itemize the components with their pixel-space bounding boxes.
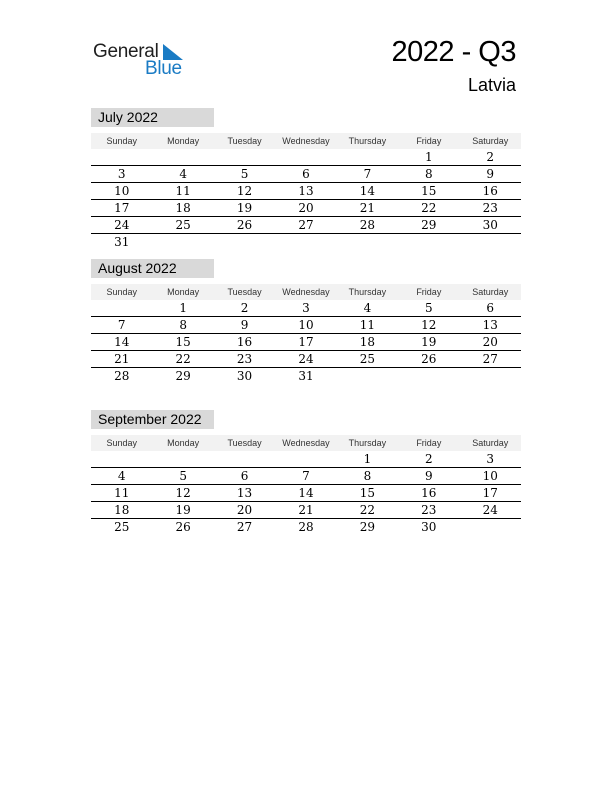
day-cell: 29 [359,520,376,534]
week-row [91,351,521,368]
week-row [91,183,521,200]
day-cell: 26 [175,520,191,534]
week-row [91,334,521,351]
day-cell: 12 [236,184,253,198]
day-cell: 22 [421,201,437,215]
month-block-september [91,410,521,535]
day-cell: 9 [240,318,249,332]
day-cell: 23 [236,352,253,366]
day-cell: 8 [179,318,187,332]
month-grid [91,300,521,384]
day-cell: 6 [240,469,249,483]
day-cell: 30 [236,369,253,383]
week-row [91,149,521,166]
day-cell: 15 [421,184,437,198]
weekday-wednesday: Wednesday [282,438,330,448]
day-cell: 13 [482,318,498,332]
day-cell: 9 [486,167,495,181]
month-label: August 2022 [91,259,214,278]
day-cell: 12 [175,486,191,500]
day-cell: 5 [179,469,187,483]
day-cell: 28 [114,369,130,383]
week-row [91,300,521,317]
day-cell [152,451,213,467]
week-row [91,234,521,250]
day-cell: 3 [486,452,495,466]
month-label: September 2022 [91,410,214,429]
weekday-friday: Friday [416,438,442,448]
day-cell: 24 [114,218,130,232]
day-cell: 30 [421,520,437,534]
weekday-saturday: Saturday [472,136,509,146]
weekday-monday: Monday [167,438,200,448]
day-cell: 22 [175,352,191,366]
month-label: July 2022 [91,108,214,127]
weekday-saturday: Saturday [472,287,509,297]
day-cell: 24 [298,352,314,366]
day-cell [460,368,521,384]
day-cell: 1 [425,150,433,164]
day-cell: 18 [359,335,376,349]
day-cell: 30 [482,218,498,232]
weekday-monday: Monday [167,287,200,297]
day-cell: 5 [425,301,433,315]
day-cell: 2 [486,150,495,164]
day-cell: 17 [298,335,314,349]
day-cell: 1 [179,301,187,315]
day-cell: 28 [359,218,376,232]
day-cell: 4 [179,167,187,181]
day-cell: 14 [298,486,314,500]
day-cell [275,234,336,250]
month-grid [91,451,521,535]
day-cell: 29 [421,218,437,232]
day-cell: 17 [114,201,130,215]
weekday-wednesday: Wednesday [282,136,330,146]
day-cell: 19 [421,335,437,349]
day-cell: 11 [175,184,191,198]
weekday-thursday: Thursday [348,438,387,448]
weekday-friday: Friday [416,136,442,146]
week-row [91,217,521,234]
weekday-thursday: Thursday [348,287,387,297]
week-row [91,451,521,468]
week-row [91,200,521,217]
day-cell: 20 [236,503,253,517]
day-cell: 22 [359,503,376,517]
day-cell: 6 [486,301,495,315]
day-cell: 14 [359,184,376,198]
day-cell: 27 [482,352,498,366]
day-cell: 16 [236,335,253,349]
day-cell: 25 [175,218,191,232]
day-cell: 26 [236,218,253,232]
week-row [91,519,521,535]
day-cell: 31 [114,235,130,249]
weekday-header [91,435,521,451]
month-grid [91,149,521,250]
day-cell: 29 [175,369,191,383]
weekday-header [91,133,521,149]
weekday-sunday: Sunday [106,136,137,146]
day-cell [214,451,275,467]
weekday-wednesday: Wednesday [282,287,330,297]
month-block-july [91,108,521,250]
day-cell: 21 [114,352,130,366]
month-block-august [91,259,521,384]
day-cell: 13 [236,486,253,500]
day-cell: 3 [117,167,126,181]
quarter-title: 2022 - Q3 [391,36,516,68]
day-cell: 20 [482,335,498,349]
day-cell [337,368,398,384]
week-row [91,166,521,183]
logo-text-blue: Blue [145,58,182,79]
day-cell: 21 [359,201,376,215]
day-cell: 9 [425,469,433,483]
day-cell [460,519,521,535]
logo-text-general: General [93,41,159,62]
day-cell: 17 [482,486,498,500]
day-cell [91,451,152,467]
day-cell: 8 [363,469,372,483]
day-cell [152,234,213,250]
day-cell [91,300,152,316]
day-cell: 12 [421,318,437,332]
day-cell: 19 [175,503,191,517]
day-cell [91,149,152,165]
day-cell: 7 [363,167,372,181]
day-cell [275,451,336,467]
day-cell: 11 [359,318,376,332]
day-cell: 25 [359,352,376,366]
week-row [91,317,521,334]
week-row [91,368,521,384]
day-cell [275,149,336,165]
weekday-saturday: Saturday [472,438,509,448]
weekday-friday: Friday [416,287,442,297]
day-cell: 8 [425,167,433,181]
day-cell: 15 [175,335,191,349]
day-cell: 28 [298,520,314,534]
day-cell: 20 [298,201,314,215]
day-cell: 10 [298,318,314,332]
day-cell: 3 [302,301,310,315]
day-cell: 16 [421,486,437,500]
day-cell: 2 [425,452,433,466]
day-cell: 25 [114,520,130,534]
day-cell: 23 [482,201,498,215]
day-cell: 31 [298,369,314,383]
weekday-tuesday: Tuesday [227,136,262,146]
day-cell: 24 [482,503,498,517]
week-row [91,502,521,519]
day-cell: 15 [359,486,376,500]
day-cell: 4 [363,301,372,315]
day-cell: 11 [114,486,130,500]
weekday-monday: Monday [167,136,200,146]
day-cell: 5 [240,167,249,181]
week-row [91,468,521,485]
day-cell: 7 [302,469,310,483]
day-cell: 10 [114,184,130,198]
day-cell: 23 [421,503,437,517]
day-cell: 6 [302,167,310,181]
day-cell: 2 [240,301,249,315]
weekday-sunday: Sunday [106,287,137,297]
day-cell: 19 [236,201,253,215]
day-cell: 1 [363,452,372,466]
weekday-header [91,284,521,300]
day-cell: 4 [117,469,126,483]
day-cell [214,149,275,165]
day-cell [460,234,521,250]
day-cell: 18 [114,503,130,517]
country-name: Latvia [467,75,516,95]
day-cell: 26 [421,352,437,366]
day-cell [152,149,213,165]
day-cell [398,234,459,250]
generalblue-logo [93,40,213,80]
day-cell: 27 [236,520,253,534]
weekday-tuesday: Tuesday [227,287,262,297]
day-cell [214,234,275,250]
weekday-sunday: Sunday [106,438,137,448]
day-cell [398,368,459,384]
day-cell: 10 [482,469,498,483]
day-cell [337,234,398,250]
day-cell: 16 [482,184,498,198]
day-cell: 7 [117,318,126,332]
day-cell: 27 [298,218,314,232]
weekday-tuesday: Tuesday [227,438,262,448]
day-cell [337,149,398,165]
day-cell: 21 [298,503,314,517]
day-cell: 14 [114,335,130,349]
day-cell: 18 [175,201,191,215]
weekday-thursday: Thursday [348,136,387,146]
day-cell: 13 [298,184,314,198]
week-row [91,485,521,502]
